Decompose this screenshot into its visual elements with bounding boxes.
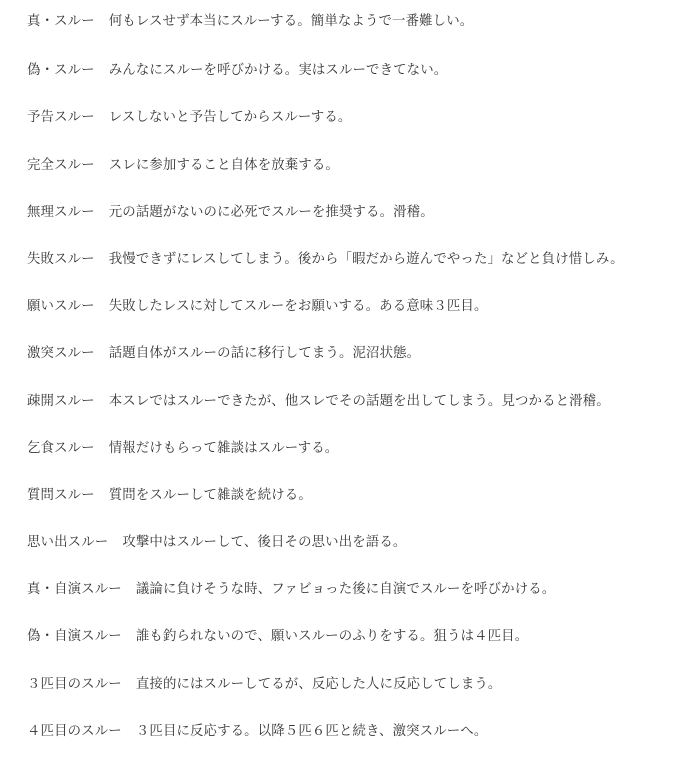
entry-description: 我慢できずにレスしてしまう。後から「暇だから遊んでやった」などと負け惜しみ。 bbox=[108, 251, 624, 267]
entry-term: 予告スルー bbox=[27, 110, 95, 126]
entry-description: 話題自体がスルーの話に移行してまう。泥沼状態。 bbox=[108, 346, 421, 362]
list-item bbox=[27, 283, 695, 330]
entry-term: 真・自演スルー bbox=[27, 582, 122, 598]
list-item bbox=[27, 425, 695, 472]
entry-term: 激突スルー bbox=[27, 346, 95, 362]
entry-description: 情報だけもらって雑談はスルーする。 bbox=[108, 440, 339, 456]
list-item bbox=[27, 378, 695, 425]
entry-term: 乞食スルー bbox=[27, 440, 95, 456]
entry-description: 質問をスルーして雑談を続ける。 bbox=[108, 487, 312, 503]
entry-term: 偽・スルー bbox=[27, 63, 95, 79]
list-item bbox=[27, 472, 695, 519]
list-item bbox=[27, 142, 695, 189]
list-item bbox=[27, 708, 695, 755]
entry-term: ４匹目のスルー bbox=[27, 723, 122, 739]
list-item bbox=[27, 47, 695, 94]
entry-term: 完全スルー bbox=[27, 157, 95, 173]
glossary-list bbox=[27, 0, 695, 755]
list-item bbox=[27, 330, 695, 377]
entry-term: 失敗スルー bbox=[27, 251, 95, 267]
entry-description: 本スレではスルーできたが、他スレでその話題を出してしまう。見つかると滑稽。 bbox=[108, 393, 610, 409]
list-item bbox=[27, 94, 695, 141]
entry-description: 誰も釣られないので、願いスルーのふりをする。狙うは４匹目。 bbox=[135, 629, 529, 645]
entry-term: 疎開スルー bbox=[27, 393, 95, 409]
list-item bbox=[27, 189, 695, 236]
entry-description: 攻撃中はスルーして、後日その思い出を語る。 bbox=[122, 535, 407, 551]
entry-description: スレに参加すること自体を放棄する。 bbox=[108, 157, 339, 173]
entry-term: 真・スルー bbox=[27, 14, 95, 29]
list-item bbox=[27, 236, 695, 283]
list-item bbox=[27, 0, 695, 47]
entry-term: 思い出スルー bbox=[27, 535, 109, 551]
list-item bbox=[27, 661, 695, 708]
entry-description: 何もレスせず本当にスルーする。簡単なようで一番難しい。 bbox=[108, 14, 474, 29]
entry-description: 議論に負けそうな時、ファビョった後に自演でスルーを呼びかける。 bbox=[135, 582, 556, 598]
list-item bbox=[27, 566, 695, 613]
entry-description: レスしないと予告してからスルーする。 bbox=[108, 110, 352, 126]
entry-term: ３匹目のスルー bbox=[27, 676, 122, 692]
entry-description: 元の話題がないのに必死でスルーを推奨する。滑稽。 bbox=[108, 204, 434, 220]
entry-term: 願いスルー bbox=[27, 299, 95, 315]
entry-term: 質問スルー bbox=[27, 487, 95, 503]
list-item bbox=[27, 519, 695, 566]
entry-description: 直接的にはスルーしてるが、反応した人に反応してしまう。 bbox=[135, 676, 502, 692]
entry-description: 失敗したレスに対してスルーをお願いする。ある意味３匹目。 bbox=[108, 299, 488, 315]
entry-description: ３匹目に反応する。以降５匹６匹と続き、激突スルーへ。 bbox=[135, 723, 488, 739]
entry-term: 偽・自演スルー bbox=[27, 629, 122, 645]
entry-term: 無理スルー bbox=[27, 204, 95, 220]
list-item bbox=[27, 613, 695, 660]
entry-description: みんなにスルーを呼びかける。実はスルーできてない。 bbox=[108, 63, 448, 79]
